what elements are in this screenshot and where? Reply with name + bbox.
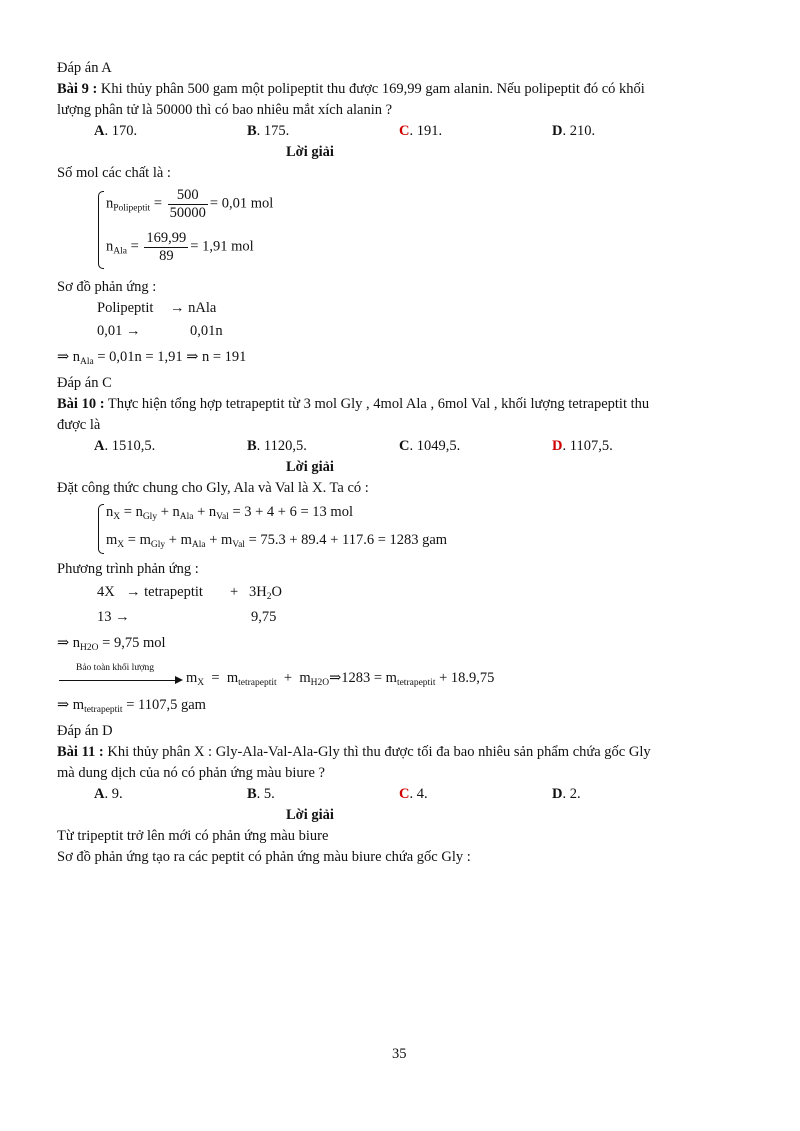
question-10-line1: Bài 10 : Thực hiện tổng hợp tetrapeptit từ 3 mol Gly , 4mol Ala , 6mol Val , khối lượng tetrapeptit thu <box>57 396 650 412</box>
s9-n-ala: $n_{Ala}$ = $\frac{169,99}{89}$ = 1,91 mol <box>106 230 254 264</box>
q10-option-c: C. 1049,5. <box>399 438 461 454</box>
s10-eq-moles: $n_X = n_{Gly} + n_{Ala} + n_{Val} = 3 + 4 + 6 = 13$ mol <box>106 504 353 522</box>
s9-system-brace <box>98 191 104 269</box>
question-9-label: Bài 9 : <box>57 81 98 97</box>
q10-option-b: B. 1120,5. <box>247 438 307 454</box>
s10-r1b: → tetrapeptit <box>126 584 203 600</box>
page-number: 35 <box>392 1046 407 1062</box>
q10-option-a: A. 1510,5. <box>94 438 156 454</box>
q10-option-d: D. 1107,5. <box>552 438 613 454</box>
s9-scheme: Sơ đồ phản ứng : <box>57 279 157 295</box>
solution-11-title: Lời giải <box>286 807 334 823</box>
s10-conservation: $m_X = m_{tetrapeptit}$ + $m_{H2O}\Rightarrow 1283 = m_{tetrapeptit} + 18.9,75$ <box>186 670 495 688</box>
q9-option-d: D. 210. <box>552 123 596 139</box>
s10-r2a: 13 → <box>97 609 130 625</box>
q11-option-b: B. 5. <box>247 786 275 802</box>
s9-r2a: 0,01 → <box>97 323 141 339</box>
q11-option-c: C. 4. <box>399 786 428 802</box>
question-11-label: Bài 11 : <box>57 744 104 760</box>
s9-n-polipeptit: $n_{Polipeptit}$ = $\frac{500}{50000}$ = 0,01 mol <box>106 187 274 221</box>
question-11-line1: Bài 11 : Khi thủy phân X : Gly-Ala-Val-Ala-Gly thì thu được tối đa bao nhiêu sản phẩm chứa gốc Gly <box>57 744 651 760</box>
answer-previous: Đáp án A <box>57 60 112 76</box>
conservation-arrow-head <box>175 676 183 684</box>
s9-r1a: Polipeptit <box>97 300 154 316</box>
question-10-label: Bài 10 : <box>57 396 105 412</box>
conservation-arrow-line <box>59 680 176 681</box>
s10-r1c: + <box>230 584 239 600</box>
s11-line2: Sơ đồ phản ứng tạo ra các peptit có phản ứng màu biure chứa gốc Gly : <box>57 849 471 865</box>
s9-r2b: 0,01n <box>190 323 223 339</box>
s10-nh2o: ⇒ $n_{H2O} = 9,75$ mol <box>57 635 166 653</box>
conservation-arrow-label: Bảo toàn khối lượng <box>76 663 154 673</box>
q11-option-a: A. 9. <box>94 786 123 802</box>
q9-option-c: C. 191. <box>399 123 443 139</box>
q9-option-a: A. 170. <box>94 123 138 139</box>
question-9-line1 <box>57 81 645 98</box>
solution-10-title: Lời giải <box>286 459 334 475</box>
s10-system-brace <box>98 504 104 554</box>
s10-r2b: 9,75 <box>251 609 277 625</box>
s9-answer: Đáp án C <box>57 375 112 391</box>
solution-9-title: Lời giải <box>286 144 334 160</box>
s10-intro: Đặt công thức chung cho Gly, Ala và Val là X. Ta có : <box>57 480 369 496</box>
s11-line1: Từ tripeptit trở lên mới có phản ứng màu biure <box>57 828 329 844</box>
q11-option-d: D. 2. <box>552 786 581 802</box>
question-9-text2: lượng phân tử là 50000 thì có bao nhiêu mắt xích alanin ? <box>57 102 393 118</box>
question-9-text1: Khi thủy phân 500 gam một polipeptit thu được 169,99 gam alanin. Nếu polipeptit đó có khối <box>97 81 645 97</box>
s9-r1b: → nAla <box>170 300 217 316</box>
s10-answer: Đáp án D <box>57 723 113 739</box>
s10-final: ⇒ $m_{tetrapeptit} = 1107,5$ gam <box>57 697 206 715</box>
question-11-text2: mà dung dịch của nó có phản ứng màu biure ? <box>57 765 325 781</box>
q9-option-b: B. 175. <box>247 123 290 139</box>
s10-pt: Phương trình phản ứng : <box>57 561 199 577</box>
question-10-text2: được là <box>57 417 101 433</box>
s10-r1a: 4X <box>97 584 115 600</box>
s9-result: ⇒ $n_{Ala} = 0,01n = 1,91$ ⇒ n = 191 <box>57 349 247 367</box>
s10-r1d: $3H_2O$ <box>249 584 282 602</box>
s9-intro: Số mol các chất là : <box>57 165 171 181</box>
s10-eq-mass: $m_X = m_{Gly} + m_{Ala} + m_{Val} = 75.3 + 89.4 + 117.6 = 1283$ gam <box>106 532 448 550</box>
